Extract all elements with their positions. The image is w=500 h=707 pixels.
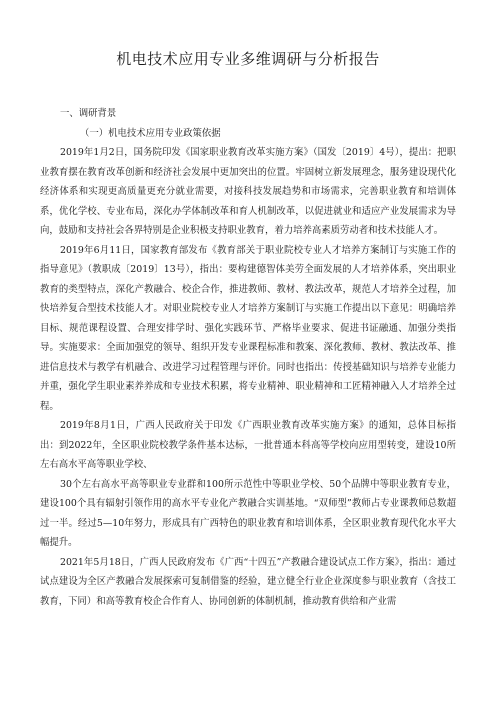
paragraph: 30个左右高水平高等职业专业群和100所示范性中等职业学校、50个品牌中等职业教育专业，建设100个具有辐射引领作用的高水平专业化产教融合实训基地。“双师型”教师占专业课教师总数超过一半。经过5—10年努力，形成具有广西特色的职业教育和培训体系，全区职业教育现代化水平大幅提升。 <box>40 478 456 548</box>
paragraph: 2019年8月1日，广西人民政府关于印发《广西职业教育改革实施方案》的通知，总体目标指出：到2022年，全区职业院校教学条件基本达标，一批普通本科高等学校向应用型转变，建设10所左右高水平高等职业学校、 <box>40 420 456 470</box>
subsection-heading-policy-basis: （一）机电技术应用专业政策依据 <box>80 127 221 139</box>
document-title: 机电技术应用专业多维调研与分析报告 <box>116 50 380 68</box>
paragraph: 2019年6月11日，国家教育部发布《教育部关于职业院校专业人才培养方案制订与实施工作的指导意见》（教职成〔2019〕13号），指出：要构建德智体美劳全面发展的人才培养体系，突出职业教育的类型特点，深化产教融合、校企合作，推进教师、教材、教法改革，规范人才培养全过程，加快培养复合型技术技能人才。对职业院校专业人才培养方案制订与实施工作提出以下意见：明确培养目标、规范课程设置、合理安排学时、强化实践环节、严格毕业要求、促进书证融通、加强分类指导。实施要求：全面加强党的领导、组织开发专业课程标准和教案、深化教师、教材、教法改革、推进信息技术与教学有机融合、改进学习过程管理与评价。同时也指出：传授基础知识与培养专业能力并重，强化学生职业素养养成和专业技术积累，将专业精神、职业精神和工匠精神融入人才培养全过程。 <box>40 244 456 412</box>
section-heading-background: 一、调研背景 <box>60 108 117 119</box>
paragraph: 2019年1月2日，国务院印发《国家职业教育改革实施方案》（国发〔2019〕4号），提出：把职业教育摆在教育改革创新和经济社会发展中更加突出的位置。牢固树立新发展理念，服务建设现代化经济体系和实现更高质量更充分就业需要，对接科技发展趋势和市场需求，完善职业教育和培训体系，优化学校、专业布局，深化办学体制改革和育人机制改革，以促进就业和适应产业发展需求为导向，鼓励和支持社会各界特别是企业积极支持职业教育，着力培养高素质劳动者和技术技能人才。 <box>40 147 456 236</box>
paragraph: 2021年5月18日，广西人民政府发布《广西“十四五”产教融合建设试点工作方案》，指出：通过试点建设为全区产教融合发展探索可复制借鉴的经验，建立健全行业企业深度参与职业教育（含技工教育，下同）和高等教育校企合作育人、协同创新的体制机制，推动教育供给和产业需 <box>40 556 456 607</box>
